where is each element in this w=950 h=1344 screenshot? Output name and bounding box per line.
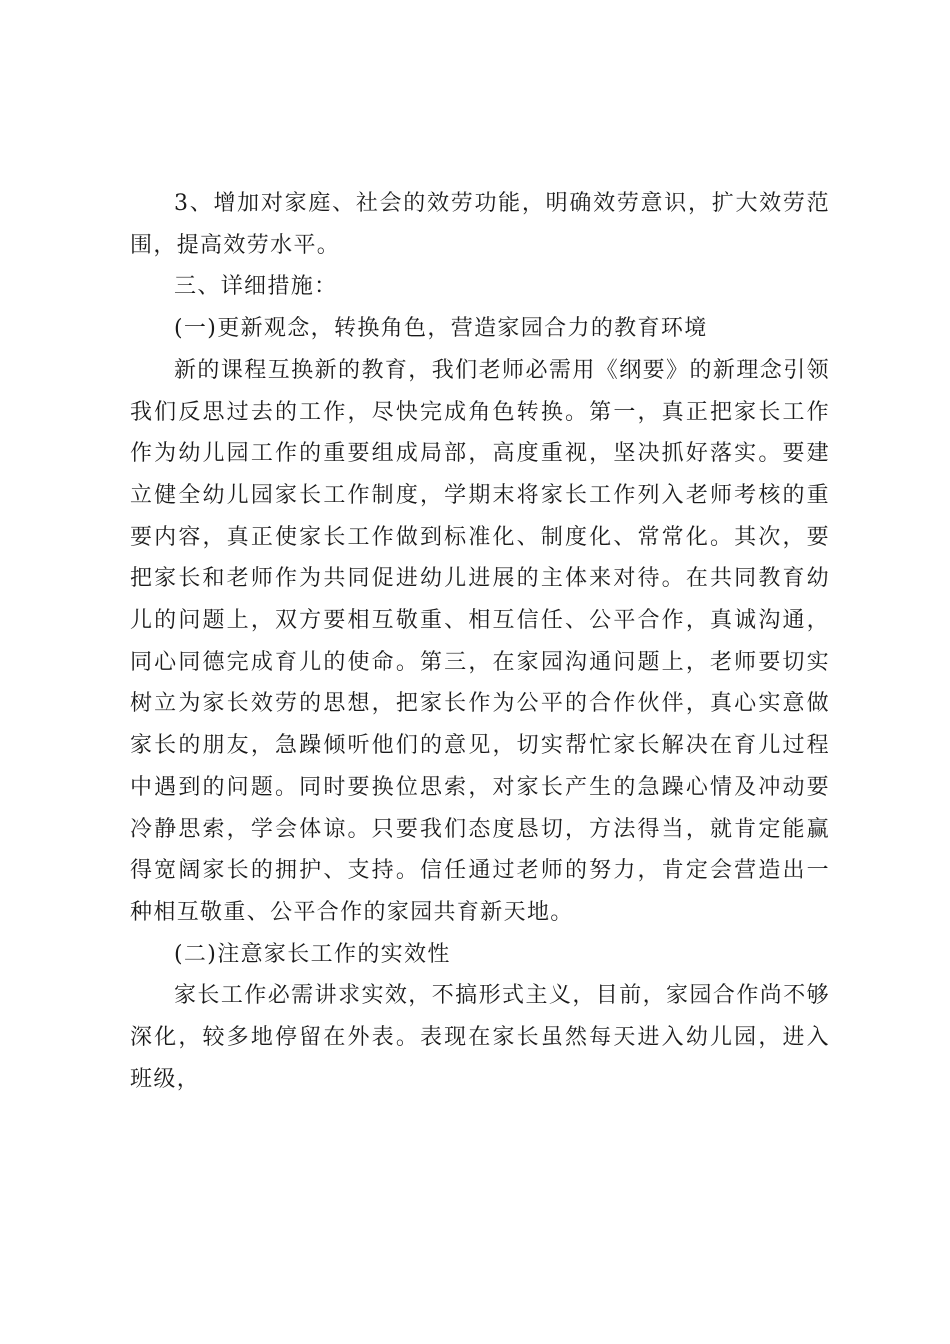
paragraph-role-conversion: 新的课程互换新的教育，我们老师必需用《纲要》的新理念引领我们反思过去的工作，尽快完成角色转换。第一，真正把家长工作作为幼儿园工作的重要组成局部，高度重视，坚决抓好落实。要建立健全幼儿园家长工作制度，学期末将家长工作列入老师考核的重要内容，真正使家长工作做到标准化、制度化、常常化。其次，要把家长和老师作为共同促进幼儿进展的主体来对待。在共同教育幼儿的问题上，双方要相互敬重、相互信任、公平合作，真诚沟通，同心同德完成育儿的使命。第三，在家园沟通问题上，老师要切实树立为家长效劳的思想，把家长作为公平的合作伙伴，真心实意做家长的朋友，急躁倾听他们的意见，切实帮忙家长解决在育儿过程中遇到的问题。同时要换位思索，对家长产生的急躁心情及冲动要冷静思索，学会体谅。只要我们态度恳切，方法得当，就肯定能赢得宽阔家长的拥护、支持。信任通过老师的努力，肯定会营造出一种相互敬重、公平合作的家园共育新天地。 (130, 357, 830, 925)
section-heading-measures: 三、详细措施： (174, 274, 338, 300)
paragraph-practical-results: 家长工作必需讲求实效，不搞形式主义，目前，家园合作尚不够深化，较多地停留在外表。表现在家长虽然每天进入幼儿园，进入班级， (130, 983, 830, 1092)
subheading-update-concepts: (一)更新观念，转换角色，营造家园合力的教育环境 (174, 316, 708, 342)
document-body (130, 183, 830, 1100)
subheading-effectiveness: (二)注意家长工作的实效性 (174, 941, 451, 967)
paragraph-service-function: 3、增加对家庭、社会的效劳功能，明确效劳意识，扩大效劳范围，提高效劳水平。 (130, 191, 830, 258)
